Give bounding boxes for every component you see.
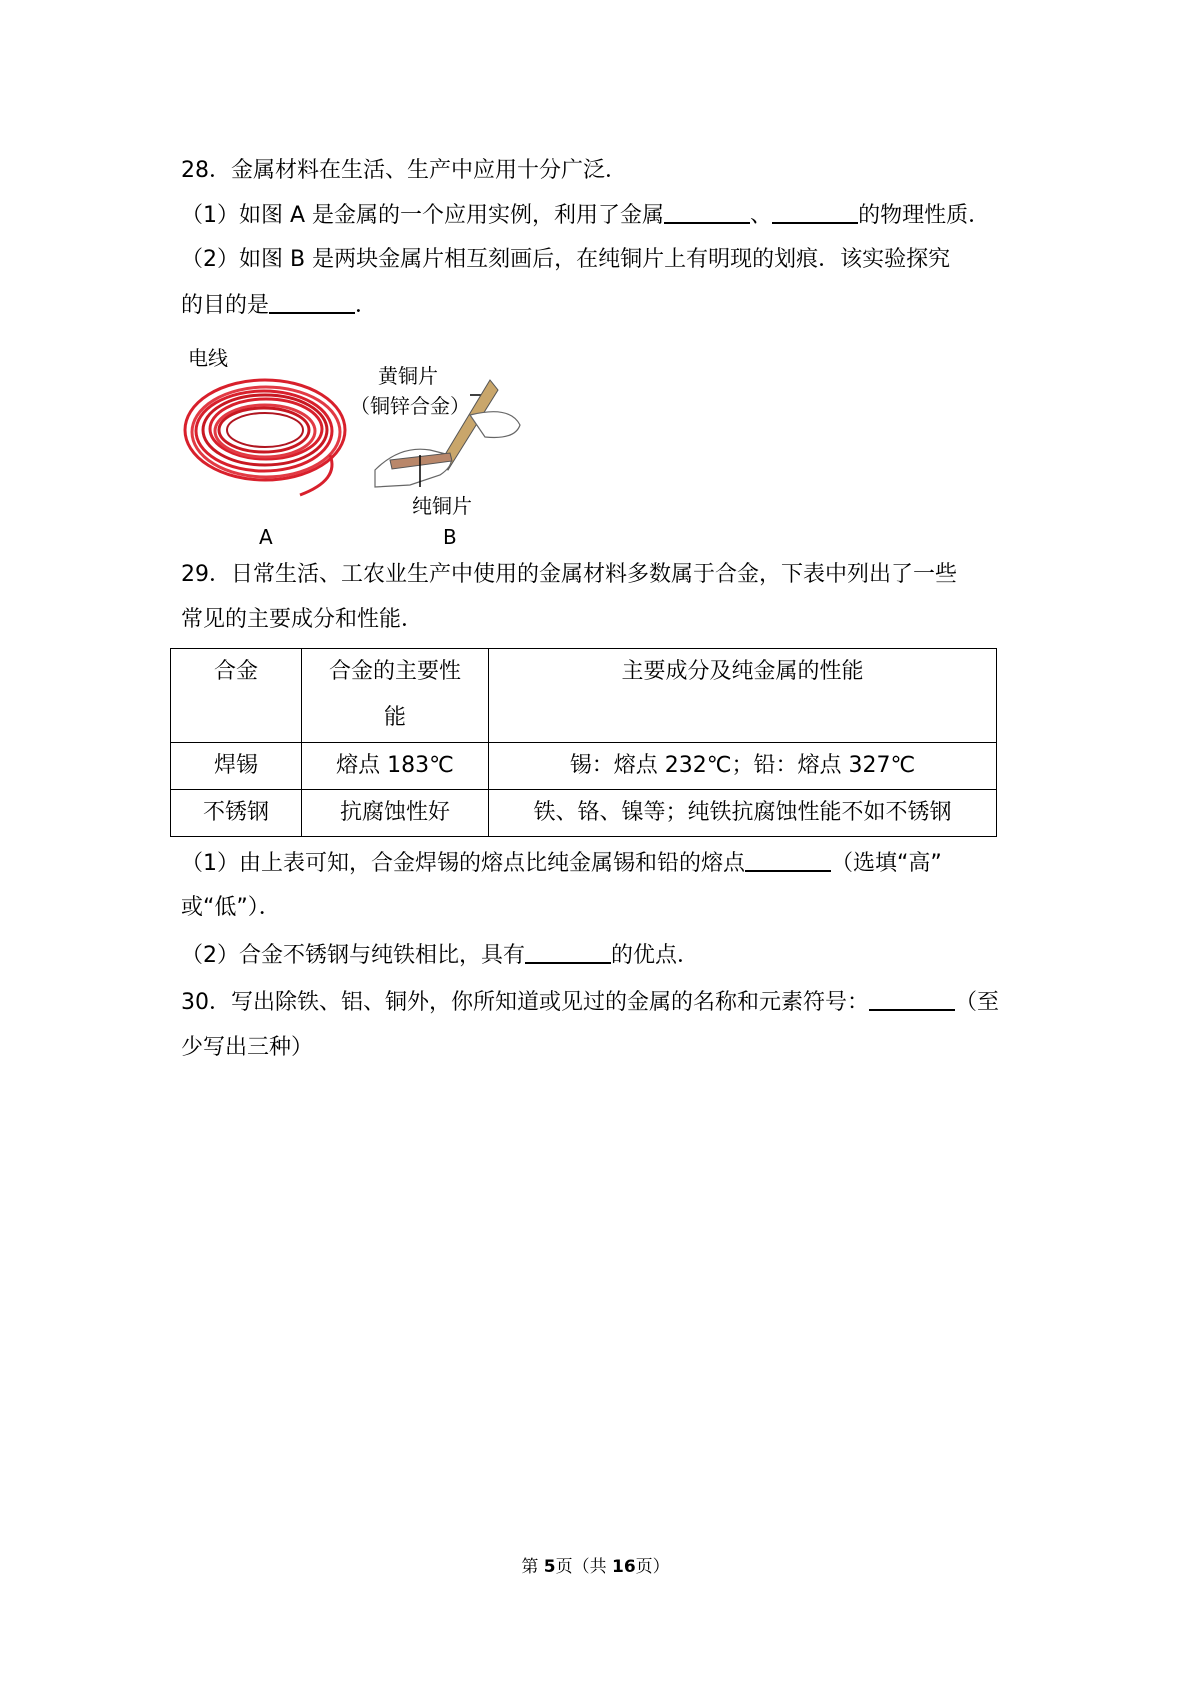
figure-a-caption: A [259,525,273,549]
table-header-cell: 合金的主要性 能 [302,649,489,743]
table-cell: 焊锡 [171,743,302,790]
q29-part1-line2: 或“低”）． [181,895,281,920]
answer-blank[interactable] [525,940,611,964]
page-footer: 第 5页（共 16页） [521,1557,670,1577]
q28-part1: （1）如图 A 是金属的一个应用实例，利用了金属 、 的物理性质． [181,200,990,231]
table-header-cell: 主要成分及纯金属的性能 [489,649,997,743]
metal-scratch-image [370,375,530,490]
answer-blank[interactable] [269,290,355,314]
figure-a-title: 电线 [188,346,228,370]
answer-blank[interactable] [745,848,831,872]
q30-line1: 30．写出除铁、铝、铜外，你所知道或见过的金属的名称和元素符号： （至 [181,987,999,1018]
table-cell: 铁、铬、镍等；纯铁抗腐蚀性能不如不锈钢 [489,790,997,837]
answer-blank[interactable] [772,200,858,224]
q29-part1-line1: （1）由上表可知，合金焊锡的熔点比纯金属锡和铅的熔点 （选填“高” [181,848,942,879]
q29-stem-line1: 29．日常生活、工农业生产中使用的金属材料多数属于合金，下表中列出了一些 [181,562,957,587]
q29-stem-line2: 常见的主要成分和性能． [181,607,424,632]
page-number: 5 [543,1557,556,1577]
q29-part2: （2）合金不锈钢与纯铁相比，具有 的优点． [181,940,699,971]
alloy-table [170,648,997,837]
q28-stem: 28．金属材料在生活、生产中应用十分广泛． [181,158,627,183]
figure-b-label-alloy: （铜锌合金） [350,394,470,418]
table-cell: 锡：熔点 232℃；铅：熔点 327℃ [489,743,997,790]
table-row [171,790,997,837]
total-pages: 16 [611,1557,636,1577]
figure-b-label-brass: 黄铜片 [378,364,438,388]
wire-coil-image [180,360,360,500]
table-header-row [171,649,997,743]
table-cell: 不锈钢 [171,790,302,837]
q28-part2-line2: 的目的是 ． [181,290,377,321]
table-header-cell: 合金 [171,649,302,743]
answer-blank[interactable] [869,987,955,1011]
q28-part2-line1: （2）如图 B 是两块金属片相互刻画后，在纯铜片上有明现的划痕．该实验探究 [181,247,951,272]
table-cell: 熔点 183℃ [302,743,489,790]
answer-blank[interactable] [664,200,750,224]
figure-b-caption: B [443,525,457,549]
figure-b-label-copper: 纯铜片 [412,494,472,518]
q30-line2: 少写出三种） [181,1035,314,1060]
table-cell: 抗腐蚀性好 [302,790,489,837]
table-row [171,743,997,790]
